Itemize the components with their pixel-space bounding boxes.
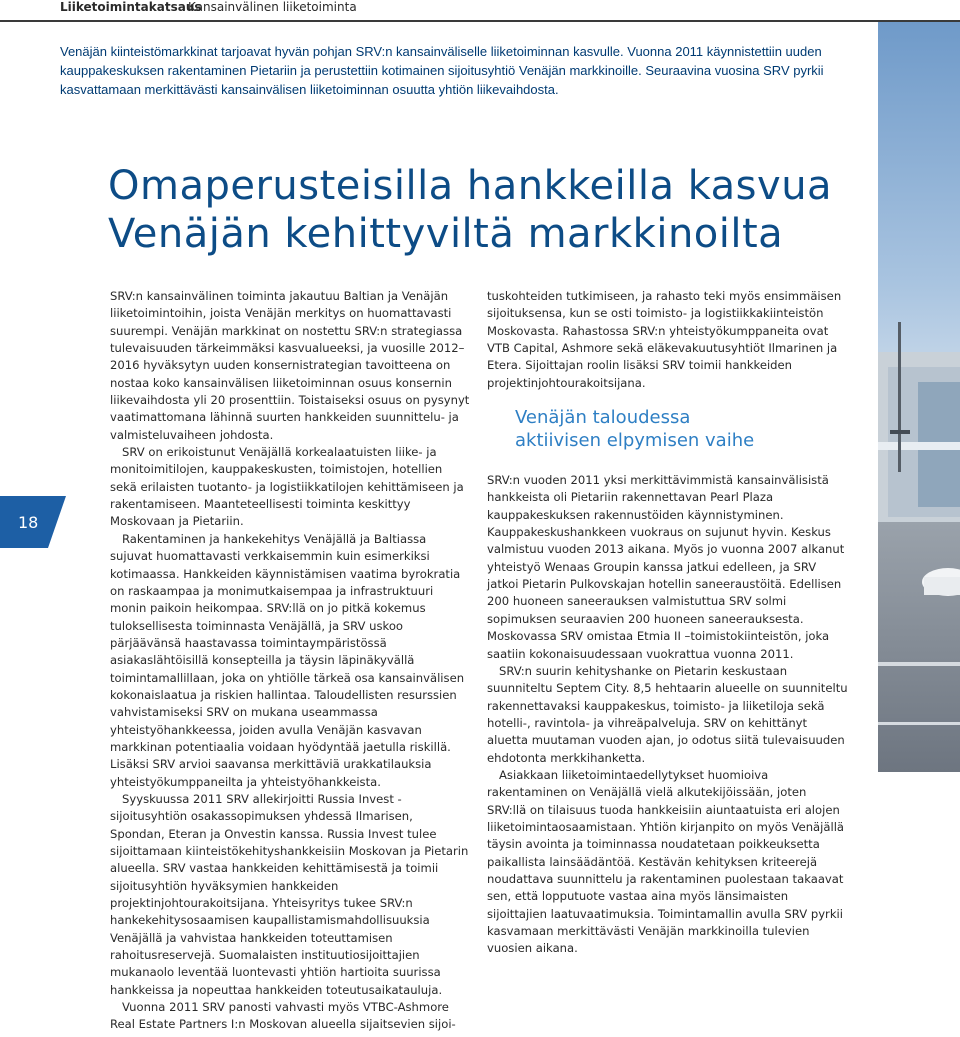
page-number: 18 [18,513,39,532]
subheading [515,406,849,452]
body-paragraph: SRV:n vuoden 2011 yksi merkittävimmistä kansainvälisistä hankkeista oli Pietariin rakennettavan Pearl Plaza kauppakeskuksen rakennustöiden käynnistyminen. Kauppakeskushankkeen vuokraus on sujunut hyvin. Keskus valmistuu vuoden 2013 aikana. Myös jo vuonna 2007 alkanut yhteistyö Wenaas Groupin kanssa jatkui edelleen, ja SRV jatkoi Pietarin Pulkovskajan hotellin saneeraustöitä. Edellisen 200 huoneen saneerauksen valmistuttua SRV solmi sopimuksen seuraavien 200 huoneen saneerauksesta. Moskovassa SRV omistaa Etmia II –toimistokiinteistön, joka saatiin kokonaisuudessaan vuokrattua vuonna 2011. [487,473,845,661]
subheading-line-1: Venäjän taloudessa [515,407,691,429]
intro-paragraph: Venäjän kiinteistömarkkinat tarjoavat hyvän pohjan SRV:n kansainväliselle liiketoiminnan kasvulle. Vuonna 2011 käynnistettiin uuden kauppakeskuksen rakentaminen Pietariin ja perustettiin kotimainen sijoitusyhtiö Venäjän markkinoille. Seuraavina vuosina SRV pyrkii kasvattamaan merkittävästi kansainvälisen liiketoiminnan osuutta yhtiön liikevaihdosta. [60,44,824,97]
page-title [108,162,833,258]
body-column-1 [110,288,470,1034]
header-rule [0,20,960,22]
body-column-2 [487,288,849,958]
building-photo [878,22,960,772]
breadcrumb-subsection: Kansainvälinen liiketoiminta [188,0,357,14]
body-paragraph: Asiakkaan liiketoimintaedellytykset huomioiva rakentaminen on Venäjällä vielä alkutekijöissään, joten SRV:llä on tilaisuus tuoda hankkeisiin aiuntaatuista eri alojen liiketoimintaosaamistaan. Yhtiön kirjanpito on myös Venäjällä täysin avointa ja toiminnassa noudatetaan poikkeuksetta paikallista lainsäädäntöä. Kestävän kehityksen kriteerejä noudattava suunnittelu ja rakentaminen puolestaan takaavat sen, että lopputuote vastaa aina myös länsimaisten sijoittajien laatuvaatimuksia. Toimintamallin avulla SRV pyrkii kasvamaan merkittävästi Venäjän markkinoilla tulevien vuosien aikana. [487,767,845,956]
body-paragraph: Syyskuussa 2011 SRV allekirjoitti Russia Invest -sijoitusyhtiön osakassopimuksen yhdessä Ilmarisen, Spondan, Eteran ja Onvestin kanssa. Russia Invest tulee sijoittamaan kiinteistökehityshankkeisiin Moskovan ja Pietarin alueella. SRV vastaa hankkeiden kehittämisestä ja toimii sijoitusyhtiön hyväksymien hankkeiden projektinjohtourakoitsijana. Yhteisyritys tukee SRV:n hankekehitysosaamisen kaupallistamismahdollisuuksia Venäjällä ja vahvistaa hankkeiden toteuttamisen rahoitusreservejä. Suomalaisten instituutiosijoittajien mukanaolo leventää luontevasti yhtiön hartioita suurissa hankkeissa ja nopeuttaa hankkeiden toteutusaikatauluja. [110,791,469,997]
breadcrumb-section: Liiketoimintakatsaus [60,0,202,14]
intro-lead [60,42,840,99]
subheading-line-2: aktiivisen elpymisen vaihe [515,430,755,452]
body-paragraph: SRV:n kansainvälinen toiminta jakautuu Baltian ja Venäjän liiketoimintoihin, joista Venäjän merkitys on huomattavasti suurempi. Venäjän markkinat on nostettu SRV:n strategiassa tulevaisuuden tärkeimmäksi kasvualueeksi, ja vuosille 2012–2016 hyväksytyn uuden konsernistrategian tavoitteena on nostaa koko kansainvälisen liiketoiminnan osuus konsernin liikevaihdosta yli 20 prosenttiin. Toistaiseksi osuus on pysynyt vaatimattomana lähinnä suurten hankkeiden suunnittelu- ja valmisteluvaiheen johdosta. [110,289,470,442]
body-paragraph: Rakentaminen ja hankekehitys Venäjällä ja Baltiassa sujuvat huomattavasti verkkaisemmin kuin esimerkiksi kotimaassa. Hankkeiden käynnistämisen vaatima byrokratia on raskaampaa ja monimutkaisempaa ja infrastruktuuri monin paikoin heikompaa. SRV:llä on jo pitkä kokemus tuloksellisesta toiminnasta Venäjällä, ja SRV uskoo pärjäävänsä haastavassa toimintaympäristössä asiakaslähtöisillä konsepteilla ja täysin läpinäkyvällä toimintamallillaan, joka on yhtiölle tärkeä osa kansainvälisen kokonaislaatua ja riskien hallintaa. Taloudellisten resurssien vahvistamiseksi SRV on mukana useammassa yhteistyöhankkeessa, joiden avulla Venäjän kasvavan markkinan potentiaalia voidaan hyödyntää jaetulla riskillä. Lisäksi SRV arvioi saavansa merkittäviä urakkatilauksia yhteistyökumppaneilta ja yhteistyöhankkeista. [110,531,465,789]
page-title-line-1: Omaperusteisilla hankkeilla kasvua [108,163,833,209]
body-paragraph: tuskohteiden tutkimiseen, ja rahasto teki myös ensimmäisen sijoituksensa, kun se osti toimisto- ja logistiikkakiinteistön Moskovasta. Rahastossa SRV:n yhteistyökumppaneita ovat VTB Capital, Ashmore sekä eläkevakuutusyhtiöt Ilmarinen ja Etera. Sijoittajan roolin lisäksi SRV toimii hankkeiden projektinjohtourakoitsijana. [487,289,842,390]
body-paragraph: SRV on erikoistunut Venäjällä korkealaatuisten liike- ja monitoimitilojen, kauppakeskusten, toimistojen, hotellien sekä erilaisten tuotanto- ja logistiikkatilojen kehittämiseen ja rakentamiseen. Maanteteellisesti toiminta keskittyy Moskovaan ja Pietariin. [110,445,464,529]
top-bar [0,0,960,18]
page-title-line-2: Venäjän kehittyviltä markkinoilta [108,211,784,257]
body-paragraph: Vuonna 2011 SRV panosti vahvasti myös VTBC-Ashmore Real Estate Partners I:n Moskovan alueella sijaitsevien sijoi- [110,1000,456,1032]
body-paragraph: SRV:n suurin kehityshanke on Pietarin keskustaan suunniteltu Septem City. 8,5 hehtaarin alueelle on suunniteltu rakennettavaksi kauppakeskus, toimisto- ja liiketiloja sekä hotelli-, ravintola- ja vihreäpalveluja. SRV on kehittänyt aluetta muutaman vuoden ajan, jo odotus siitä tulevaisuuden ehdotonta merkkihanketta. [487,663,848,765]
